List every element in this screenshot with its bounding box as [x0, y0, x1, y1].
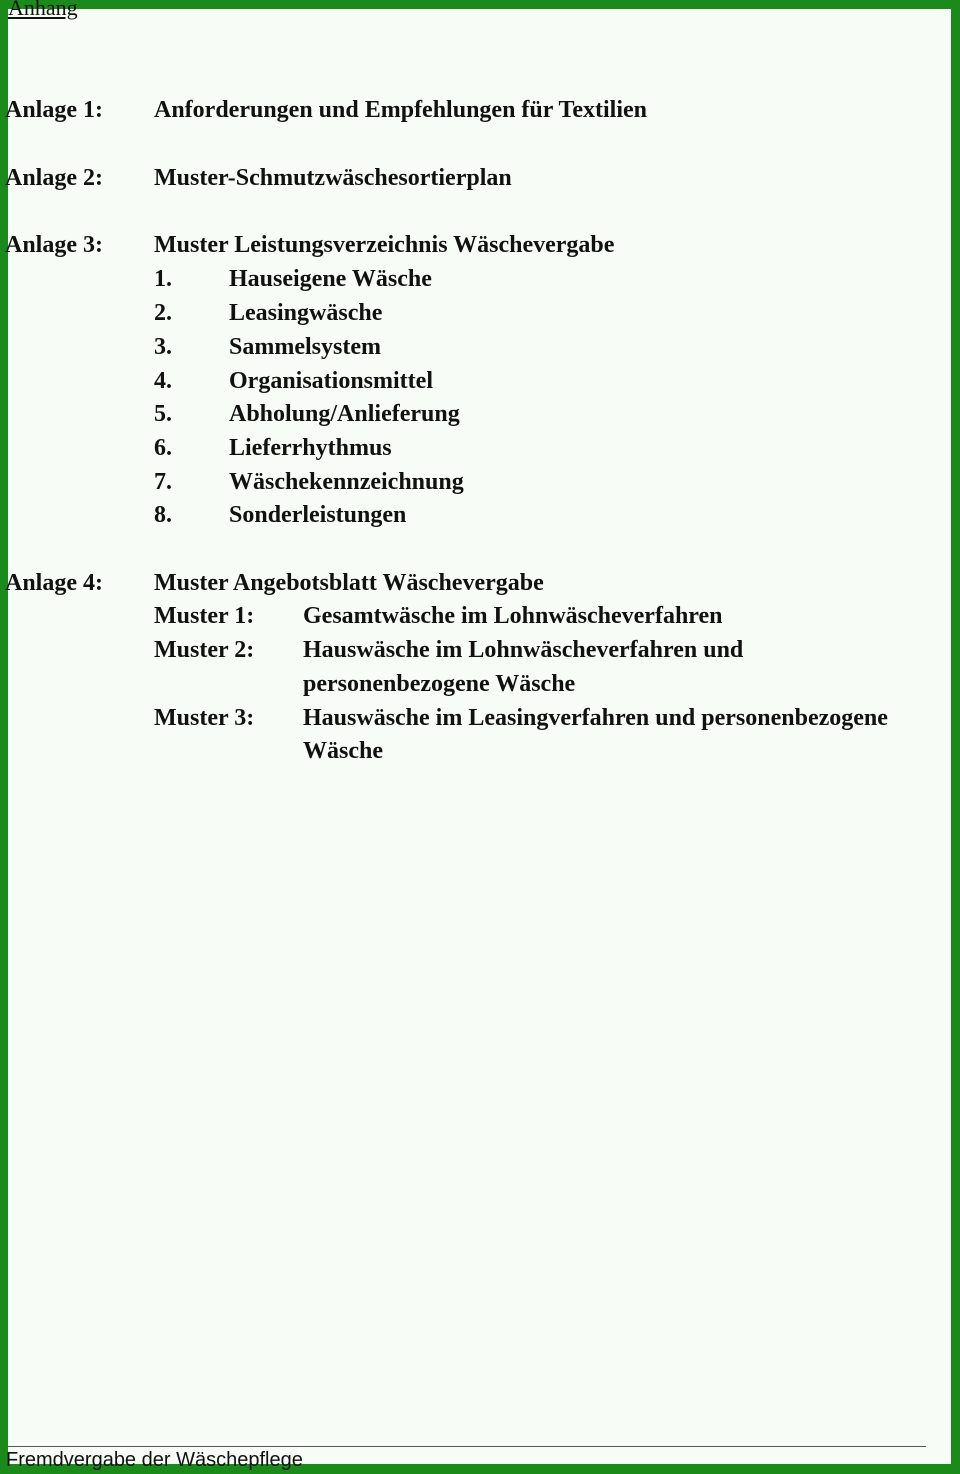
muster-text: Gesamtwäsche im Lohnwäscheverfahren [303, 603, 723, 629]
item-text: Abholung/Anlieferung [229, 401, 460, 427]
footer-divider [8, 1446, 926, 1447]
item-text: Wäschekennzeichnung [229, 469, 464, 495]
anlage-label: Anlage 3: [5, 232, 103, 258]
muster-text: Hauswäsche im Lohnwäscheverfahren und [303, 637, 744, 663]
footer-title: Fremdvergabe der Wäschepflege [6, 1449, 303, 1471]
anlage-title: Anforderungen und Empfehlungen für Textilien [154, 97, 647, 123]
item-text: Leasingwäsche [229, 300, 383, 326]
item-number: 7. [154, 469, 172, 495]
muster-text: Hauswäsche im Leasingverfahren und personenbezogene [303, 705, 888, 731]
anlage-title: Muster-Schmutzwäschesortierplan [154, 165, 512, 191]
muster-text: personenbezogene Wäsche [303, 671, 576, 697]
item-text: Sammelsystem [229, 334, 381, 360]
anlage-title: Muster Angebotsblatt Wäschevergabe [154, 570, 544, 596]
item-number: 3. [154, 334, 172, 360]
anlage-label: Anlage 2: [5, 165, 103, 191]
item-text: Sonderleistungen [229, 502, 407, 528]
item-text: Hauseigene Wäsche [229, 266, 432, 292]
item-number: 1. [154, 266, 172, 292]
muster-label: Muster 2: [154, 637, 255, 663]
item-number: 4. [154, 368, 172, 394]
anlage-label: Anlage 1: [5, 97, 103, 123]
item-text: Organisationsmittel [229, 368, 433, 394]
anlage-title: Muster Leistungsverzeichnis Wäschevergabe [154, 232, 615, 258]
section-heading-anhang: Anhang [8, 0, 78, 20]
item-number: 8. [154, 502, 172, 528]
item-number: 6. [154, 435, 172, 461]
muster-label: Muster 1: [154, 603, 255, 629]
anlage-label: Anlage 4: [5, 570, 103, 596]
muster-label: Muster 3: [154, 705, 255, 731]
item-number: 5. [154, 401, 172, 427]
item-text: Lieferrhythmus [229, 435, 392, 461]
item-number: 2. [154, 300, 172, 326]
document-page [5, 0, 951, 1471]
muster-text: Wäsche [303, 738, 383, 764]
